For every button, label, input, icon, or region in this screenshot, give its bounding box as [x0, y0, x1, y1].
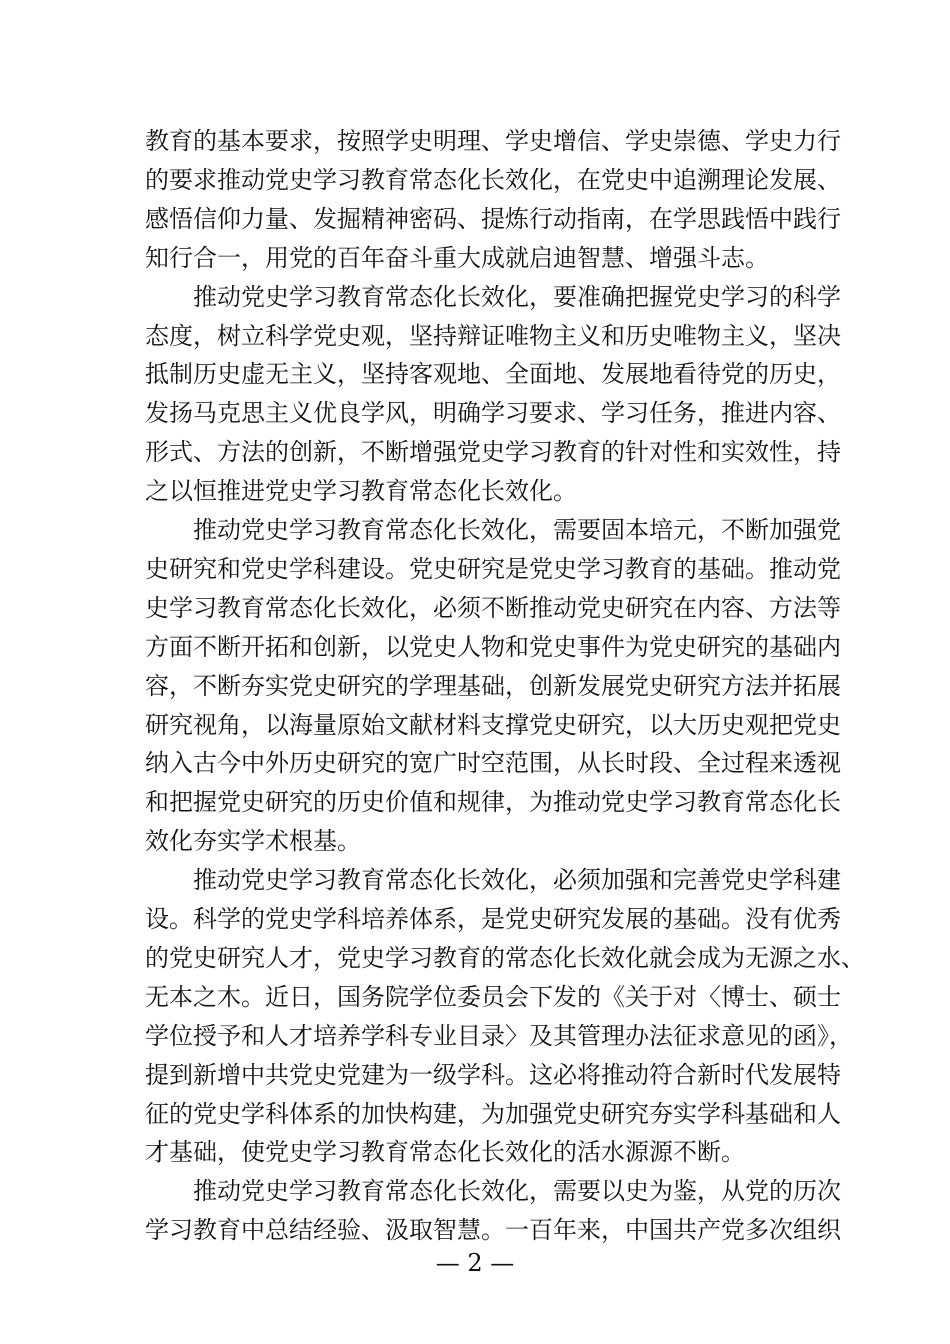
line-text: 效化夯实学术根基。: [145, 827, 361, 856]
line-text: 史研究和党史学科建设。党史研究是党史学习教育的基础。推动党: [145, 554, 841, 583]
line-text: 学习教育中总结经验、汲取智慧。一百年来，中国共产党多次组织: [145, 1216, 841, 1245]
line-text: 抵制历史虚无主义，坚持客观地、全面地、发展地看待党的历史，: [145, 360, 841, 389]
line-text: 无本之木。近日，国务院学位委员会下发的《关于对〈博士、硕士: [145, 982, 841, 1011]
text-line: [0, 783, 950, 821]
line-text: 的党史研究人才，党史学习教育的常态化长效化就会成为无源之水、: [145, 943, 865, 972]
line-text: 容，不断夯实党史研究的学理基础，创新发展党史研究方法并拓展: [145, 671, 841, 700]
text-line: [0, 200, 950, 238]
text-line: [0, 355, 950, 393]
text-line: [0, 433, 950, 471]
line-text: 推动党史学习教育常态化长效化，要准确把握党史学习的科学: [193, 282, 841, 311]
text-line: [0, 978, 950, 1016]
text-line: [0, 472, 950, 510]
line-text: 感悟信仰力量、发掘精神密码、提炼行动指南，在学思践悟中践行: [145, 204, 841, 233]
line-text: 纳入古今中外历史研究的宽广时空范围，从长时段、全过程来透视: [145, 749, 841, 778]
line-text: 的要求推动党史学习教育常态化长效化，在党史中追溯理论发展、: [145, 165, 841, 194]
text-line: [0, 161, 950, 199]
text-line: [0, 1017, 950, 1055]
line-text: 推动党史学习教育常态化长效化，需要固本培元，不断加强党: [193, 516, 841, 544]
paragraph-first-line: [0, 278, 950, 316]
paragraph-first-line: [0, 511, 950, 549]
line-text: 学位授予和人才培养学科专业目录〉及其管理办法征求意见的函》，: [145, 1021, 853, 1050]
line-text: 设。科学的党史学科培养体系，是党史研究发展的基础。没有优秀: [145, 905, 841, 933]
text-line: [0, 1056, 950, 1094]
text-line: [0, 939, 950, 977]
text-line: [0, 706, 950, 744]
text-line: [0, 122, 950, 160]
text-line: [0, 744, 950, 782]
line-text: 征的党史学科体系的加快构建，为加强党史研究夯实学科基础和人: [145, 1099, 841, 1128]
text-line: [0, 394, 950, 432]
line-text: 提到新增中共党史党建为一级学科。这必将推动符合新时代发展特: [145, 1060, 841, 1089]
line-text: 史学习教育常态化长效化，必须不断推动党史研究在内容、方法等: [145, 593, 841, 622]
line-text: 推动党史学习教育常态化长效化，需要以史为鉴，从党的历次: [193, 1177, 841, 1206]
line-text: 研究视角，以海量原始文献材料支撑党史研究，以大历史观把党史: [145, 710, 841, 739]
line-text: 之以恒推进党史学习教育常态化长效化。: [145, 477, 577, 506]
text-line: [0, 667, 950, 705]
text-line: [0, 822, 950, 860]
text-line: [0, 589, 950, 627]
paragraph-first-line: [0, 861, 950, 899]
text-line: [0, 239, 950, 277]
paragraph-first-line: [0, 1172, 950, 1210]
line-text: 知行合一，用党的百年奋斗重大成就启迪智慧、增强斗志。: [145, 243, 769, 272]
line-text: 方面不断开拓和创新，以党史人物和党史事件为党史研究的基础内: [145, 632, 841, 661]
line-text: 态度，树立科学党史观，坚持辩证唯物主义和历史唯物主义，坚决: [145, 321, 841, 350]
line-text: 发扬马克思主义优良学风，明确学习要求、学习任务，推进内容、: [145, 399, 841, 428]
line-text: 教育的基本要求，按照学史明理、学史增信、学史崇德、学史力行: [145, 127, 841, 155]
text-line: [0, 1133, 950, 1171]
text-line: [0, 550, 950, 588]
line-text: 推动党史学习教育常态化长效化，必须加强和完善党史学科建: [193, 866, 841, 895]
text-line: [0, 317, 950, 355]
text-line: [0, 628, 950, 666]
page-number: — 2 —: [435, 1249, 515, 1277]
text-line: [0, 1095, 950, 1133]
line-text: 和把握党史研究的历史价值和规律，为推动党史学习教育常态化长: [145, 788, 841, 817]
text-line: [0, 900, 950, 938]
line-text: 形式、方法的创新，不断增强党史学习教育的针对性和实效性，持: [145, 438, 841, 467]
line-text: 才基础，使党史学习教育常态化长效化的活水源源不断。: [145, 1138, 745, 1167]
